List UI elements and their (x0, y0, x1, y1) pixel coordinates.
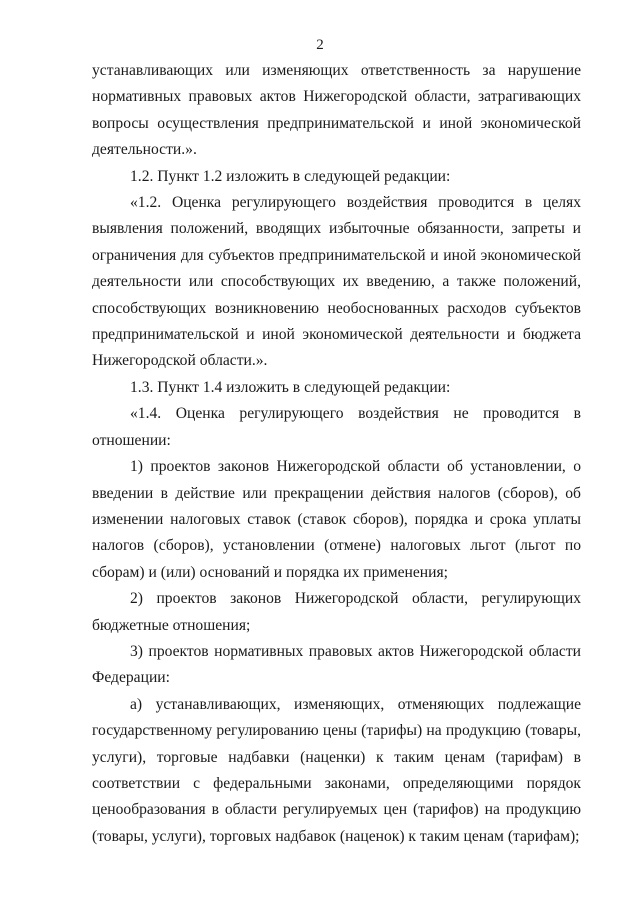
paragraph-item-1-2: 1.2. Пункт 1.2 изложить в следующей редакции: (130, 167, 451, 185)
paragraph-subitem-3a: а) устанавливающих, изменяющих, отменяющих подлежащие государственному регулированию цены (тарифы) на продукцию (товары, услуги), торговые надбавки (наценки) к таким ценам (тарифам) в соответствии с федеральными законами, определяющими порядок ценообразования в области регулируемых цен (тарифов) на продукцию (товары, услуги), торговых надбавок (наценок) к таким ценам (тарифам); (92, 695, 581, 845)
paragraph-subitem-3: 3) проектов нормативных правовых актов Нижегородской области Федерации: (92, 642, 581, 687)
paragraph-quote-1-4: «1.4. Оценка регулирующего воздействия не проводится в отношении: (92, 405, 581, 449)
paragraph-subitem-2: 2) проектов законов Нижегородской области, регулирующих бюджетные отношения; (92, 590, 581, 634)
paragraph-subitem-1: 1) проектов законов Нижегородской области об установлении, о введении в действие или прекращении действия налогов (сборов), об изменении налоговых ставок (ставок сборов), порядка и срока уплаты налогов (сборов), установлении (отмене) налоговых льгот (льгот по сборам) и (или) оснований и порядка их применения; (92, 458, 581, 581)
document-body (92, 58, 581, 850)
page-number: 2 (316, 37, 324, 53)
paragraph-continuation: устанавливающих или изменяющих ответственность за нарушение нормативных правовых актов Нижегородской области, затрагивающих вопросы осуществления предпринимательской и иной экономической деятельности.». (92, 62, 581, 159)
paragraph-quote-1-2: «1.2. Оценка регулирующего воздействия проводится в целях выявления положений, вводящих избыточные обязанности, запреты и ограничения для субъектов предпринимательской и иной экономической деятельности или способствующих их введению, а также положений, способствующих возникновению необоснованных расходов субъектов предпринимательской и иной экономической деятельности и бюджета Нижегородской области.». (92, 194, 581, 370)
paragraph-item-1-3: 1.3. Пункт 1.4 изложить в следующей редакции: (130, 378, 451, 396)
